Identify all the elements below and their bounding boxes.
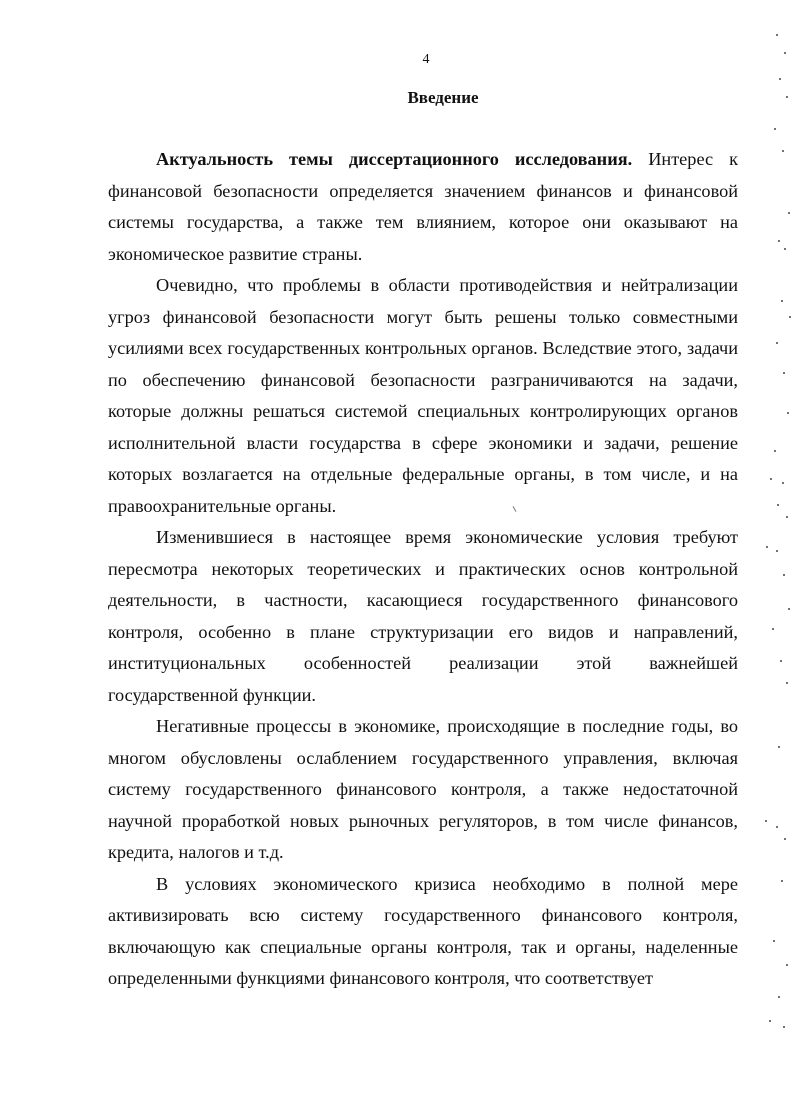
paragraph: Очевидно, что проблемы в области противодействия и нейтрализации угроз финансовой безопасности могут быть решены только совместными усилиями всех государственных контрольных органов. Вследствие этого, задачи по обеспечению финансовой безопасности разграничиваются на задачи, которые должны решаться системой специальных контролирующих органов исполнительной власти государства в сфере экономики и задачи, решение которых возлагается на отдельные федеральные органы, в том числе, и на правоохранительные органы.: [108, 275, 738, 516]
paragraph-lead: Актуальность темы диссертационного исследования.: [156, 149, 633, 169]
page-number: 4: [422, 52, 430, 67]
paragraph: Негативные процессы в экономике, происходящие в последние годы, во многом обусловлены ослаблением государственного управления, включая систему государственного финансового контроля, а также недостаточной научной проработкой новых рыночных регуляторов, в том числе финансов, кредита, налогов и т.д.: [108, 716, 738, 862]
paragraph-relevance: [108, 144, 738, 270]
paragraph: Изменившиеся в настоящее время экономические условия требуют пересмотра некоторых теоретических и практических основ контрольной деятельности, в частности, касающиеся государственного финансового контроля, особенно в плане структуризации его видов и направлений, институциональных особенностей реализации этой важнейшей государственной функции.: [108, 527, 738, 705]
body-text: [108, 144, 738, 995]
paragraph: В условиях экономического кризиса необходимо в полной мере активизировать всю систему государственного финансового контроля, включающую как специальные органы контроля, так и органы, наделенные определенными функциями финансового контроля, что соответствует: [108, 873, 738, 988]
section-heading: Введение: [407, 88, 479, 107]
paragraph-text: Интерес к финансовой безопасности определяется значением финансов и финансовой системы государства, а также тем влиянием, которое они оказывают на экономическое развитие страны.: [108, 149, 738, 264]
